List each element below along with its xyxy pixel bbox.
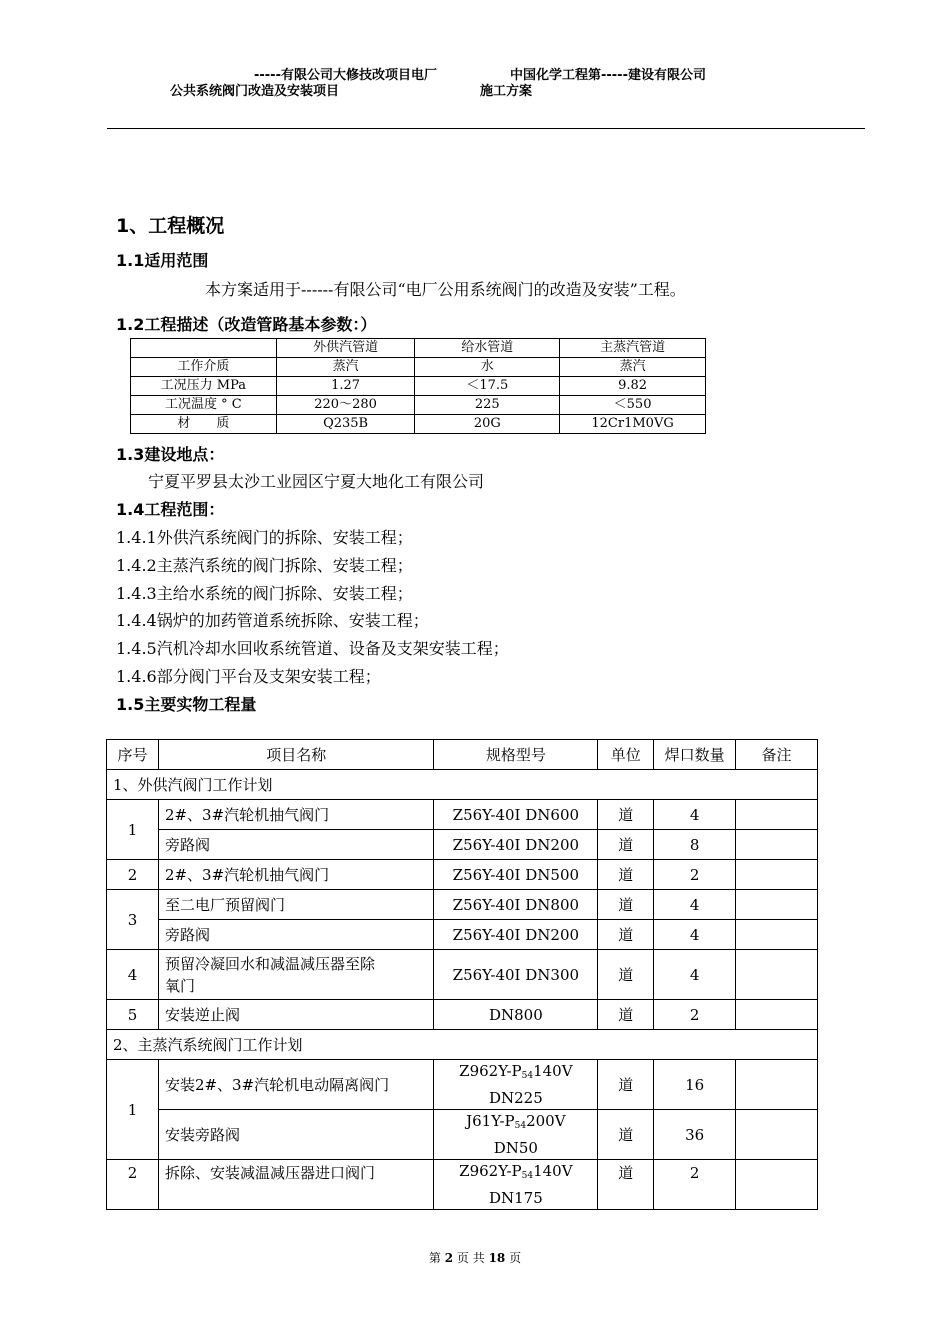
item-unit: 道 — [598, 860, 654, 890]
item-note — [736, 800, 818, 830]
item-spec-line: DN175 — [488, 1189, 543, 1207]
scope-item: 1.4.1外供汽系统阀门的拆除、安装工程； — [116, 528, 413, 547]
item-qty: 8 — [654, 830, 736, 860]
table-cell: 20G — [415, 415, 560, 434]
item-unit: 道 — [598, 1000, 654, 1030]
table-row — [131, 396, 706, 415]
row-number: 4 — [107, 950, 159, 1000]
item-name: 拆除、安装减温减压器进口阀门 — [158, 1160, 434, 1210]
table-group-row — [107, 770, 818, 800]
table-cell: 9.82 — [560, 377, 706, 396]
table-cell: 工况压力 MPa — [131, 377, 277, 396]
item-name-line: 氧门 — [164, 976, 195, 995]
scope-item: 1.4.3主给水系统的阀门拆除、安装工程； — [116, 584, 413, 603]
parameters-table — [130, 338, 706, 434]
item-qty: 16 — [654, 1060, 736, 1110]
table-cell: 蒸汽 — [560, 358, 706, 377]
header-project-line2: 公共系统阀门改造及安装项目 — [170, 84, 340, 99]
table-cell: 220～280 — [276, 396, 415, 415]
table-row — [107, 1160, 818, 1210]
table-cell: 工况温度 ° C — [131, 396, 277, 415]
item-spec — [434, 1110, 598, 1160]
item-spec: Z56Y-40I DN200 — [434, 830, 598, 860]
table-header-cell: 焊口数量 — [654, 740, 736, 770]
table-cell: 水 — [415, 358, 560, 377]
table-header-cell: 序号 — [107, 740, 159, 770]
subsection-1-5-title: 1.5主要实物工程量 — [116, 695, 257, 714]
header-doc-type: 施工方案 — [480, 84, 533, 99]
table-header-row — [131, 339, 706, 358]
row-number: 5 — [107, 1000, 159, 1030]
header-project-line1: -----有限公司大修技改项目电厂 — [254, 68, 437, 83]
scope-item: 1.4.4锅炉的加药管道系统拆除、安装工程； — [116, 611, 429, 630]
item-note — [736, 1060, 818, 1110]
spec-part: Z962Y-P — [459, 1162, 522, 1180]
item-note — [736, 890, 818, 920]
subsection-1-4-title: 1.4工程范围： — [116, 500, 225, 519]
spec-part: J61Y-P — [466, 1112, 515, 1130]
table-row — [107, 1000, 818, 1030]
item-spec-line — [440, 1160, 591, 1187]
item-note — [736, 830, 818, 860]
scope-item: 1.4.6部分阀门平台及支架安装工程； — [116, 667, 381, 686]
table-row — [107, 1110, 818, 1160]
spec-part: 140V — [533, 1062, 573, 1080]
spec-part: Z962Y-P — [459, 1062, 522, 1080]
quantities-table — [106, 739, 818, 1210]
item-spec-line — [440, 1060, 591, 1087]
item-note — [736, 860, 818, 890]
item-spec: Z56Y-40I DN500 — [434, 860, 598, 890]
table-cell: Q235B — [276, 415, 415, 434]
item-spec: Z56Y-40I DN200 — [434, 920, 598, 950]
table-header-cell: 给水管道 — [415, 339, 560, 358]
group-heading: 2、主蒸汽系统阀门工作计划 — [107, 1030, 818, 1060]
item-note — [736, 950, 818, 1000]
item-name-line: 预留冷凝回水和减温减压器至除 — [164, 954, 375, 973]
table-row — [107, 950, 818, 1000]
item-spec-line — [440, 1110, 591, 1137]
scope-text: 本方案适用于------有限公司“电厂公用系统阀门的改造及安装”工程。 — [205, 280, 686, 299]
item-name: 旁路阀 — [158, 920, 434, 950]
table-row — [131, 377, 706, 396]
table-row — [131, 415, 706, 434]
row-number: 2 — [107, 1160, 159, 1210]
item-qty: 2 — [654, 860, 736, 890]
table-row — [107, 830, 818, 860]
table-header-cell: 备注 — [736, 740, 818, 770]
table-cell: 225 — [415, 396, 560, 415]
table-header-cell: 项目名称 — [158, 740, 434, 770]
table-cell: 工作介质 — [131, 358, 277, 377]
item-spec — [434, 1160, 598, 1210]
table-header-cell — [131, 339, 277, 358]
subsection-1-2-title: 1.2工程描述（改造管路基本参数：） — [116, 315, 377, 334]
item-qty: 36 — [654, 1110, 736, 1160]
table-cell: 1.27 — [276, 377, 415, 396]
item-unit: 道 — [598, 800, 654, 830]
row-number: 1 — [107, 1060, 159, 1160]
table-row — [131, 358, 706, 377]
table-cell: 蒸汽 — [276, 358, 415, 377]
spec-subscript: 54 — [521, 1171, 534, 1181]
row-number: 3 — [107, 890, 159, 950]
scope-item: 1.4.2主蒸汽系统的阀门拆除、安装工程； — [116, 556, 413, 575]
row-number: 2 — [107, 860, 159, 890]
item-unit: 道 — [598, 830, 654, 860]
spec-part: 200V — [526, 1112, 566, 1130]
header-divider — [107, 128, 865, 129]
item-spec — [434, 1060, 598, 1110]
page-total: 18 — [488, 1251, 506, 1265]
table-header-cell: 主蒸汽管道 — [560, 339, 706, 358]
item-name: 2#、3#汽轮机抽气阀门 — [158, 860, 434, 890]
section-title: 1、工程概况 — [116, 215, 225, 237]
table-cell: 12Cr1M0VG — [560, 415, 706, 434]
table-header-cell: 外供汽管道 — [276, 339, 415, 358]
table-header-cell: 规格型号 — [434, 740, 598, 770]
item-spec: Z56Y-40I DN800 — [434, 890, 598, 920]
spec-subscript: 54 — [521, 1071, 534, 1081]
item-qty: 4 — [654, 800, 736, 830]
item-unit: 道 — [598, 1110, 654, 1160]
page-footer — [0, 1249, 950, 1266]
table-group-row — [107, 1030, 818, 1060]
table-cell: ＜550 — [560, 396, 706, 415]
item-qty: 4 — [654, 920, 736, 950]
item-spec: Z56Y-40I DN300 — [434, 950, 598, 1000]
item-unit: 道 — [598, 1160, 654, 1210]
item-qty: 4 — [654, 950, 736, 1000]
scope-item: 1.4.5汽机冷却水回收系统管道、设备及支架安装工程； — [116, 639, 509, 658]
page-number: 2 — [444, 1251, 454, 1265]
item-unit: 道 — [598, 1060, 654, 1110]
item-spec-line: DN50 — [493, 1139, 538, 1157]
item-note — [736, 1160, 818, 1210]
item-name: 至二电厂预留阀门 — [158, 890, 434, 920]
subsection-1-3-title: 1.3建设地点： — [116, 445, 225, 464]
item-note — [736, 1110, 818, 1160]
spec-part: 140V — [533, 1162, 573, 1180]
item-name: 2#、3#汽轮机抽气阀门 — [158, 800, 434, 830]
table-row — [107, 890, 818, 920]
item-spec: DN800 — [434, 1000, 598, 1030]
footer-suffix: 页 — [509, 1251, 522, 1265]
item-unit: 道 — [598, 890, 654, 920]
table-cell: 材 质 — [131, 415, 277, 434]
table-header-row — [107, 740, 818, 770]
item-note — [736, 920, 818, 950]
header-company: 中国化学工程第-----建设有限公司 — [510, 68, 706, 83]
footer-mid: 页 共 — [456, 1251, 485, 1265]
location-text: 宁夏平罗县太沙工业园区宁夏大地化工有限公司 — [148, 472, 485, 491]
table-header-cell: 单位 — [598, 740, 654, 770]
item-spec-line: DN225 — [488, 1089, 543, 1107]
table-row — [107, 800, 818, 830]
item-name: 安装旁路阀 — [158, 1110, 434, 1160]
item-qty: 2 — [654, 1000, 736, 1030]
item-name: 安装逆止阀 — [158, 1000, 434, 1030]
table-cell: ＜17.5 — [415, 377, 560, 396]
group-heading: 1、外供汽阀门工作计划 — [107, 770, 818, 800]
item-name: 安装2#、3#汽轮机电动隔离阀门 — [158, 1060, 434, 1110]
item-note — [736, 1000, 818, 1030]
item-spec: Z56Y-40I DN600 — [434, 800, 598, 830]
spec-subscript: 54 — [514, 1121, 527, 1131]
row-number: 1 — [107, 800, 159, 860]
subsection-1-1-title: 1.1适用范围 — [116, 251, 209, 270]
table-row — [107, 860, 818, 890]
item-unit: 道 — [598, 950, 654, 1000]
footer-prefix: 第 — [428, 1251, 441, 1265]
table-row — [107, 920, 818, 950]
item-name — [158, 950, 434, 1000]
table-row — [107, 1060, 818, 1110]
item-name: 旁路阀 — [158, 830, 434, 860]
item-qty: 4 — [654, 890, 736, 920]
item-qty: 2 — [654, 1160, 736, 1210]
item-unit: 道 — [598, 920, 654, 950]
